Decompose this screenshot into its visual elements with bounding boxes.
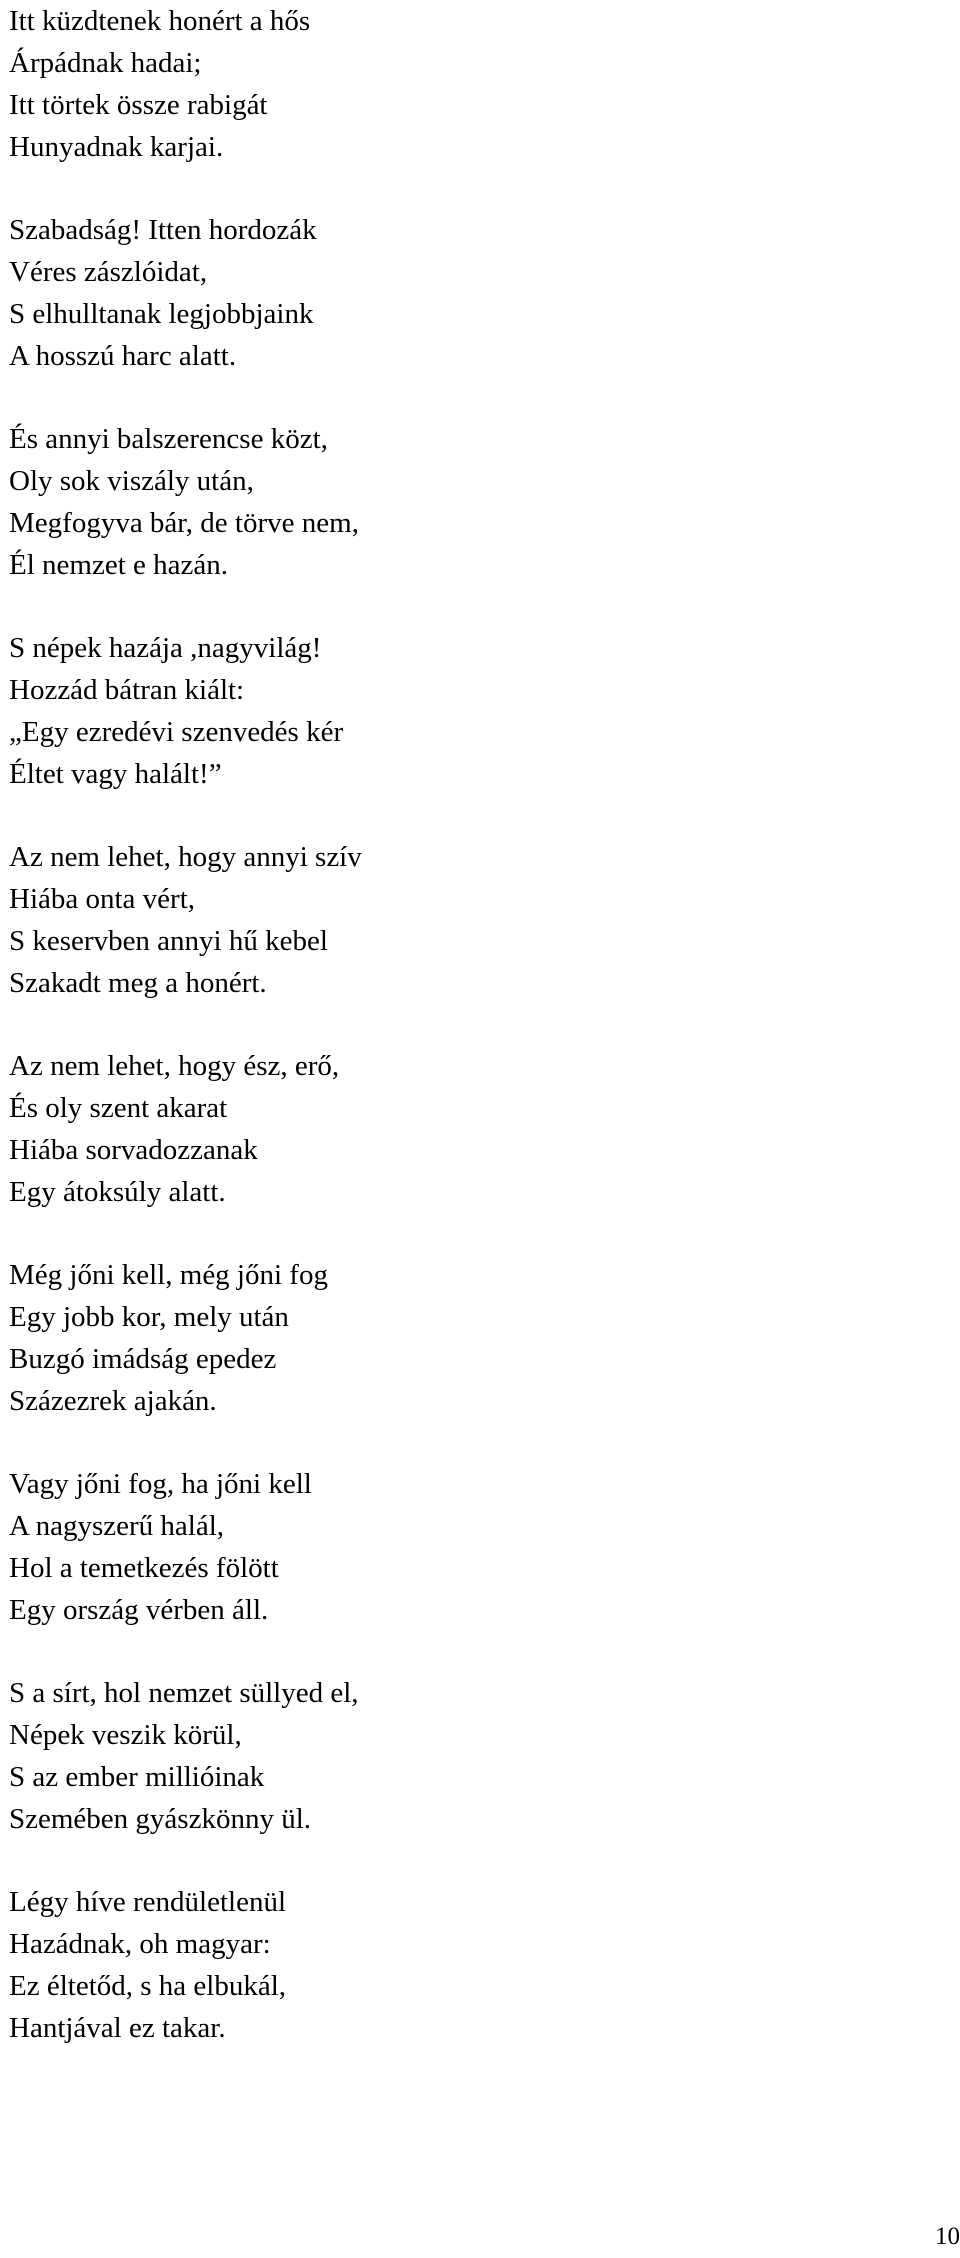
poem-line: Hantjával ez takar.: [9, 2012, 226, 2044]
stanza: [9, 1463, 909, 1631]
poem-body: [9, 0, 909, 2090]
poem-line: Szabadság! Itten hordozák: [9, 214, 317, 246]
poem-line: Hazádnak, oh magyar:: [9, 1928, 271, 1960]
poem-line: Ez éltetőd, s ha elbukál,: [9, 1970, 287, 2002]
poem-line: Az nem lehet, hogy ész, erő,: [9, 1050, 340, 1082]
poem-line: Megfogyva bár, de törve nem,: [9, 507, 359, 539]
stanza: [9, 1881, 909, 2049]
poem-line: Szakadt meg a honért.: [9, 967, 267, 999]
poem-line: És oly szent akarat: [9, 1092, 228, 1124]
poem-line: A nagyszerű halál,: [9, 1510, 225, 1542]
poem-line: Véres zászlóidat,: [9, 256, 208, 288]
poem-line: Vagy jőni fog, ha jőni kell: [9, 1468, 312, 1500]
poem-line: Népek veszik körül,: [9, 1719, 242, 1751]
poem-line: Légy híve rendületlenül: [9, 1886, 287, 1918]
poem-line: „Egy ezredévi szenvedés kér: [9, 716, 344, 748]
poem-line: Hiába sorvadozzanak: [9, 1134, 258, 1166]
poem-line: Él nemzet e hazán.: [9, 549, 228, 581]
poem-line: Szemében gyászkönny ül.: [9, 1803, 312, 1835]
stanza: [9, 209, 909, 377]
poem-line: Egy jobb kor, mely után: [9, 1301, 289, 1333]
poem-line: Egy ország vérben áll.: [9, 1594, 269, 1626]
poem-line: Hozzád bátran kiált:: [9, 674, 245, 706]
stanza: [9, 836, 909, 1004]
stanza: [9, 1254, 909, 1422]
poem-line: Itt törtek össze rabigát: [9, 89, 268, 121]
poem-line: S keservben annyi hű kebel: [9, 925, 328, 957]
poem-line: Árpádnak hadai;: [9, 47, 202, 79]
poem-line: Százezrek ajakán.: [9, 1385, 217, 1417]
poem-line: Hunyadnak karjai.: [9, 131, 224, 163]
poem-line: S a sírt, hol nemzet süllyed el,: [9, 1677, 359, 1709]
poem-line: Hiába onta vért,: [9, 883, 196, 915]
stanza: [9, 1672, 909, 1840]
poem-line: S népek hazája ,nagyvilág!: [9, 632, 322, 664]
poem-line: A hosszú harc alatt.: [9, 340, 237, 372]
stanza: [9, 0, 909, 168]
poem-line: S elhulltanak legjobbjaink: [9, 298, 314, 330]
poem-line: Egy átoksúly alatt.: [9, 1176, 226, 1208]
poem-line: Buzgó imádság epedez: [9, 1343, 277, 1375]
poem-line: Még jőni kell, még jőni fog: [9, 1259, 328, 1291]
poem-line: Hol a temetkezés fölött: [9, 1552, 279, 1584]
poem-line: Itt küzdtenek honért a hős: [9, 5, 311, 37]
stanza: [9, 418, 909, 586]
stanza: [9, 627, 909, 795]
poem-line: És annyi balszerencse közt,: [9, 423, 328, 455]
page-number: 10: [935, 2223, 960, 2250]
poem-line: Az nem lehet, hogy annyi szív: [9, 841, 362, 873]
poem-line: S az ember millióinak: [9, 1761, 265, 1793]
poem-line: Éltet vagy halált!”: [9, 758, 222, 790]
stanza: [9, 1045, 909, 1213]
poem-line: Oly sok viszály után,: [9, 465, 254, 497]
